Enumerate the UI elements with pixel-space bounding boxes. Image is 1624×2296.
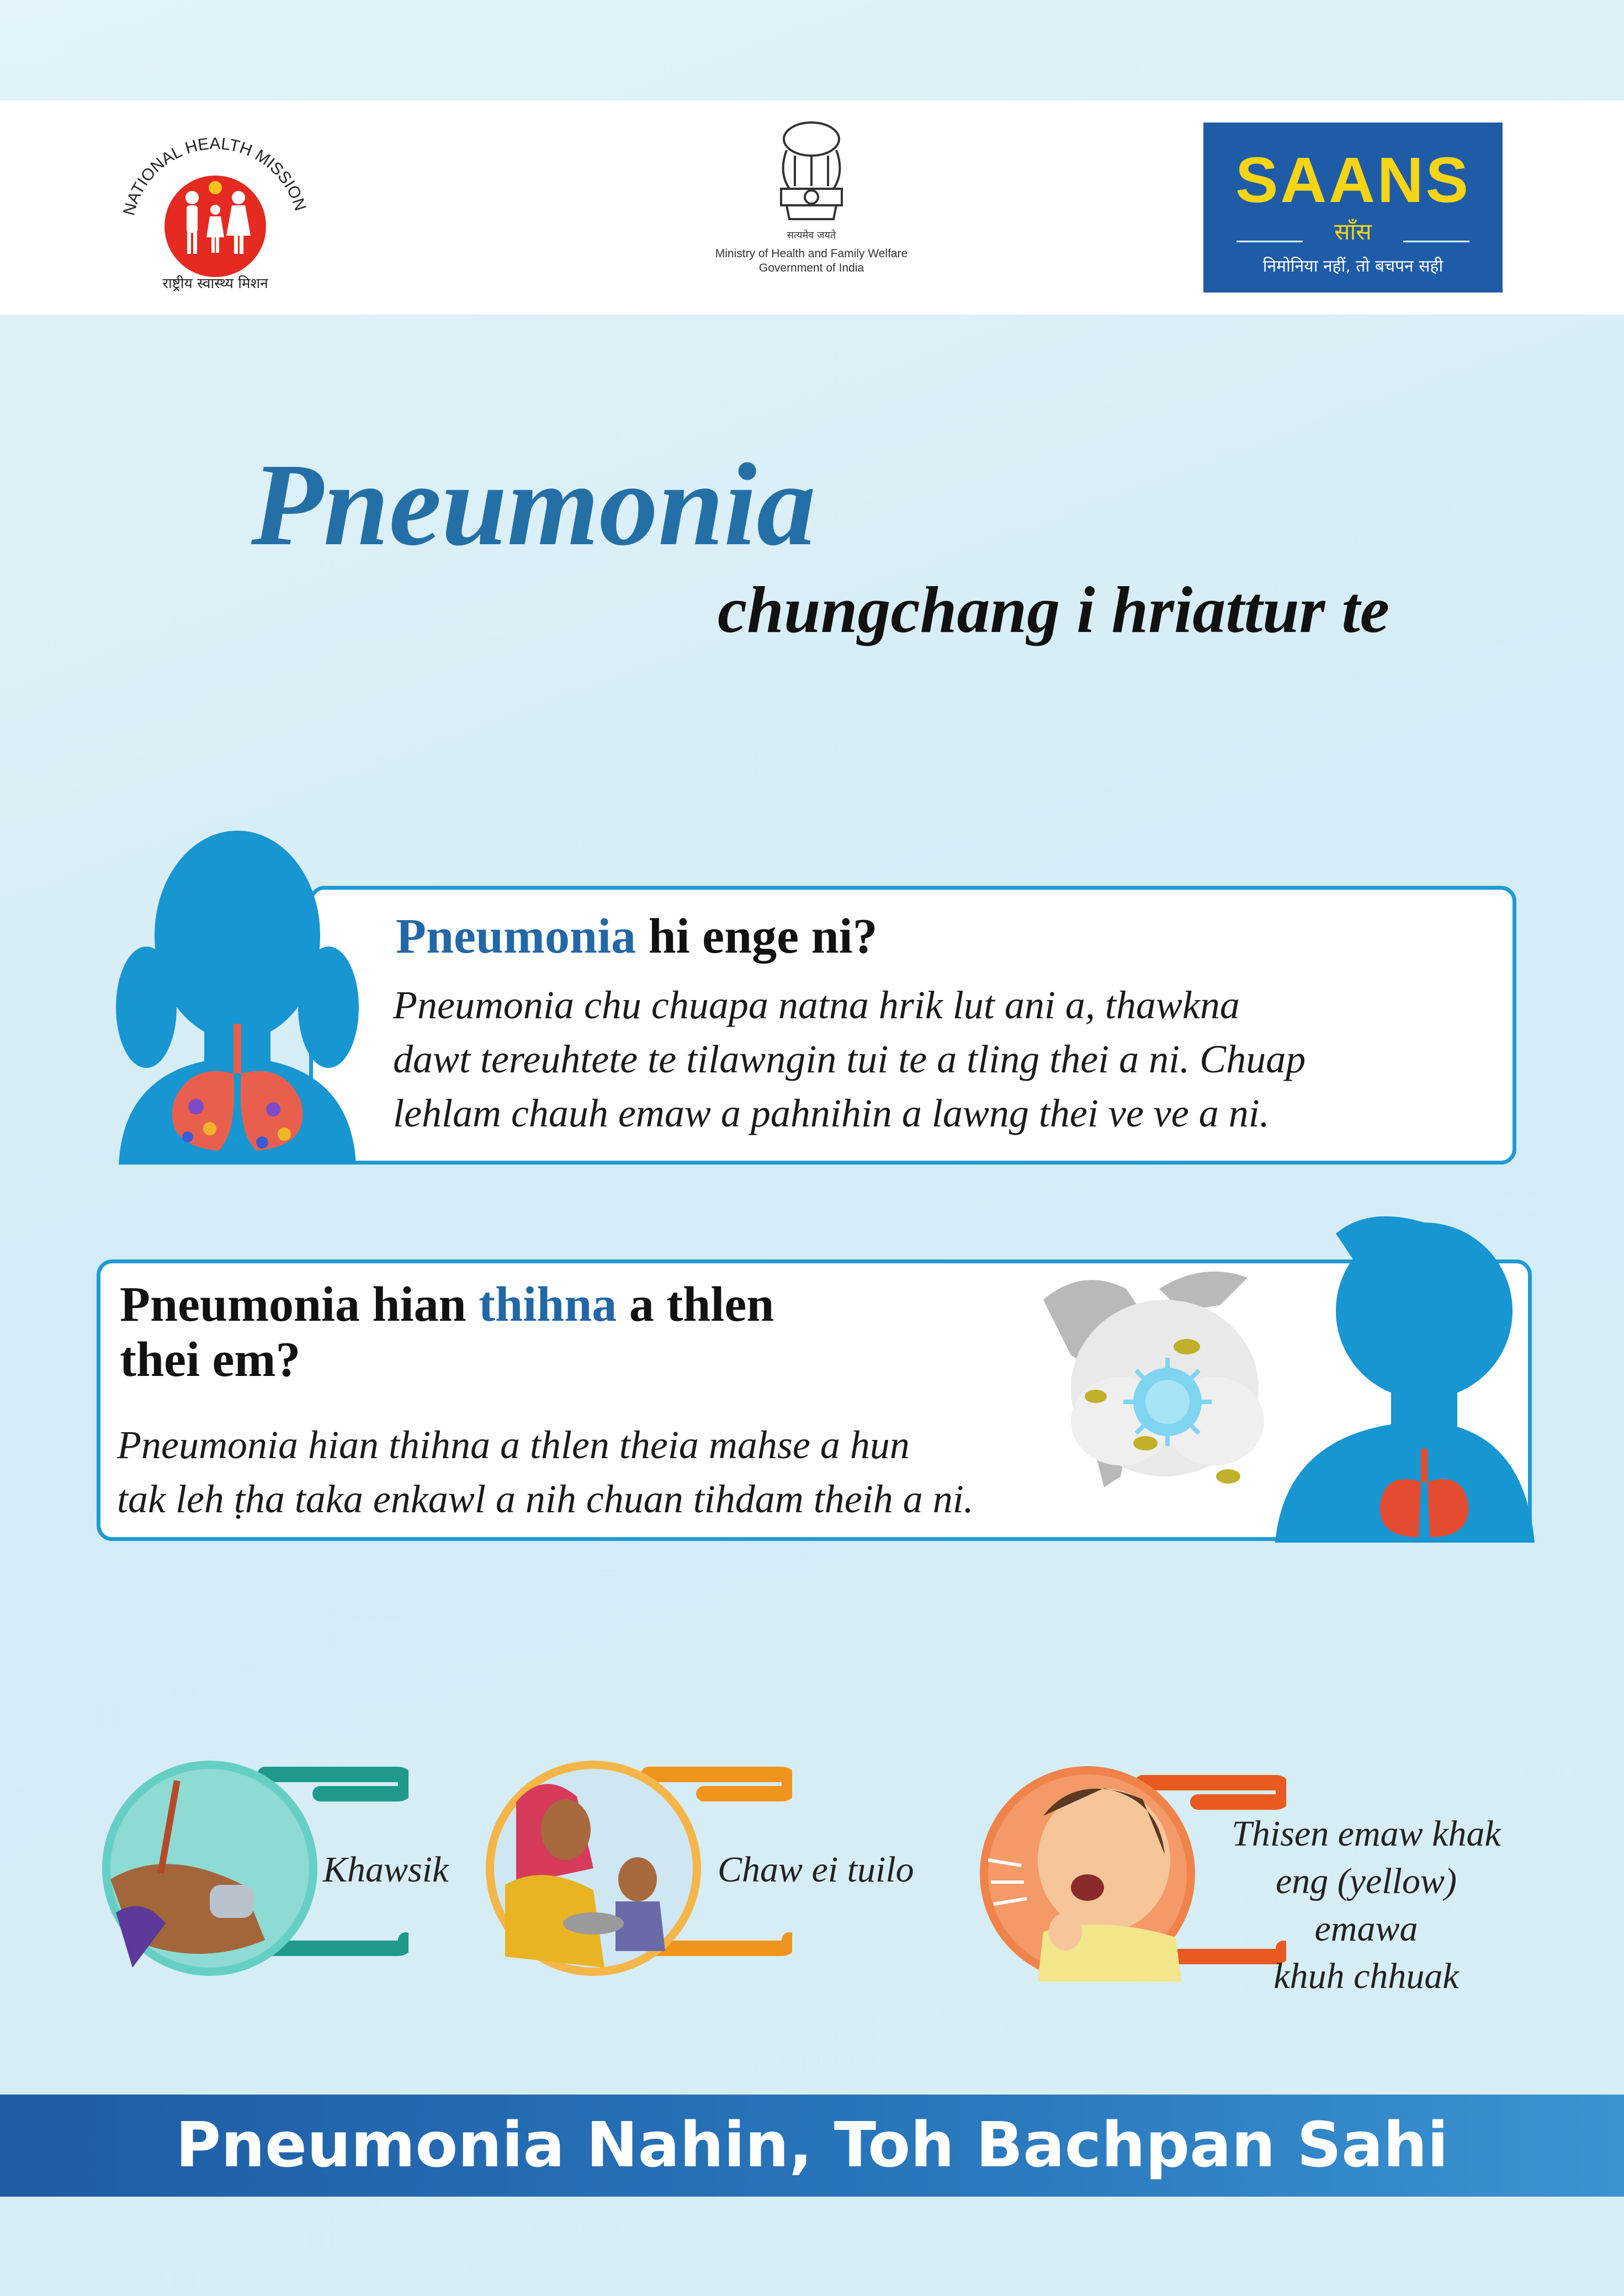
saans-brand: SAANS bbox=[1235, 144, 1471, 216]
nhm-hindi-text: राष्ट्रीय स्वास्थ्य मिशन bbox=[162, 275, 268, 292]
section1-line: dawt tereuhtete te tilawngin tui te a tling thei a ni. Chuap bbox=[393, 1037, 1306, 1081]
virus-icon bbox=[1123, 1358, 1212, 1446]
symptom-label-cough-line: eng (yellow) emawa bbox=[1275, 1861, 1457, 1949]
section2-body bbox=[117, 1418, 1166, 1526]
government-name: Government of India bbox=[758, 262, 864, 274]
symptom-label-cough-line: Thisen emaw khak bbox=[1232, 1814, 1501, 1854]
section1-line: Pneumonia chu chuapa natna hrik lut ani a, thawkna bbox=[393, 983, 1240, 1027]
saans-hindi: साँस bbox=[1334, 218, 1372, 245]
section2-line: Pneumonia hian thihna a thlen theia mahse a hun bbox=[117, 1423, 910, 1467]
card-what-is-pneumonia bbox=[309, 886, 1516, 1165]
national-emblem-icon bbox=[756, 117, 867, 244]
page-title: Pneumonia bbox=[251, 439, 816, 570]
footer-slogan: Pneumonia Nahin, Toh Bachpan Sahi bbox=[176, 2109, 1448, 2181]
section1-heading-rest: hi enge ni? bbox=[636, 909, 878, 964]
section1-line: lehlam chauh emaw a pahnihin a lawng thei ve ve a ni. bbox=[393, 1091, 1270, 1135]
section2-heading-part2: a thlen bbox=[617, 1277, 774, 1332]
header-bar bbox=[0, 100, 1624, 315]
section1-body bbox=[393, 978, 1497, 1140]
emblem-motto: सत्यमेव जयते bbox=[787, 230, 836, 241]
saans-logo bbox=[1203, 123, 1503, 293]
nhm-logo bbox=[105, 127, 326, 293]
symptom-label-cough bbox=[1223, 1810, 1510, 2000]
section1-heading-highlight: Pneumonia bbox=[396, 909, 636, 964]
footer-banner bbox=[0, 2095, 1624, 2197]
emblem-logo bbox=[679, 117, 944, 305]
ministry-name: Ministry of Health and Family Welfare bbox=[715, 247, 908, 260]
girl-silhouette-icon bbox=[108, 825, 367, 1165]
section2-heading-part1: Pneumonia hian bbox=[120, 1277, 479, 1332]
symptom-label-fever: Khawsik bbox=[323, 1849, 449, 1890]
section2-line: tak leh ṭha taka enkawl a nih chuan tihdam theih a ni. bbox=[117, 1477, 974, 1521]
saans-tagline: निमोनिया नहीं, तो बचपन सही bbox=[1262, 257, 1443, 276]
section2-heading bbox=[120, 1277, 774, 1388]
section2-heading-line1 bbox=[120, 1277, 774, 1332]
symptom-label-appetite: Chaw ei tuilo bbox=[718, 1849, 914, 1890]
section2-heading-line2: thei em? bbox=[120, 1332, 301, 1387]
boy-germs-illustration bbox=[1038, 1211, 1535, 1543]
page-subtitle: chungchang i hriattur te bbox=[718, 573, 1390, 646]
symptom-label-cough-line: khuh chhuak bbox=[1273, 1956, 1459, 1996]
section2-heading-highlight: thihna bbox=[479, 1277, 617, 1332]
nhm-arc-text: NATIONAL HEALTH MISSION bbox=[120, 134, 310, 217]
section1-heading bbox=[396, 909, 878, 964]
